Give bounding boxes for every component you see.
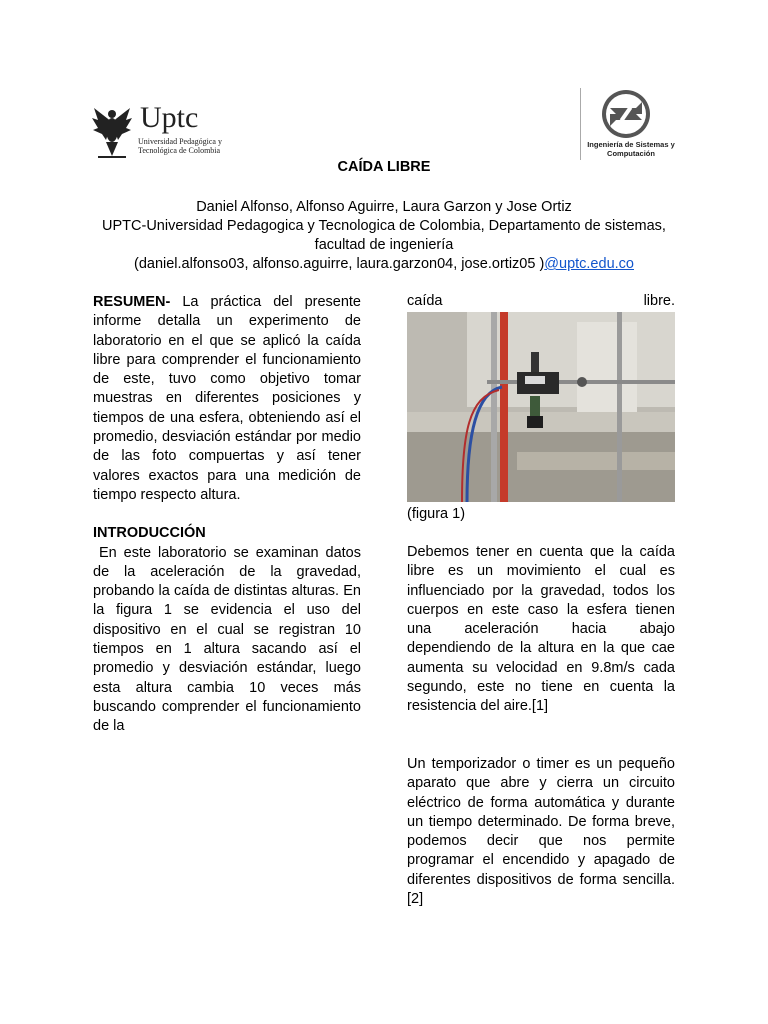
- gravity-paragraph: Debemos tener en cuenta que la caída libre es un movimiento el cual es influenciado por la gravedad, todos los cuerpos en este caso la esfera tienen una aceleración hacia abajo dependiendo de la altura en la que cae aumenta su velocidad en 9.8m/s cada segundo, este no tiene en cuenta la resistencia del aire.[1]: [407, 544, 675, 715]
- resumen-text: La práctica del presente informe detalla un experimento de laboratorio en el que se aplicó la caída libre para comprender el funcionamiento de este, tuvo como objetivo tomar muestras en diferentes posiciones y tiempos de una esfera, obteniendo así el promedio, desviación estándar por medio de las foto compuertas y así tener valores exactos para una medición de tiempo respecto altura.: [93, 294, 361, 503]
- uptc-subtitle: Universidad Pedagógica y Tecnológica de Colombia: [138, 137, 222, 155]
- dept-name: Ingeniería de Sistemas y Computación: [587, 140, 675, 158]
- header-divider: [580, 88, 581, 160]
- resumen-label: RESUMEN-: [93, 294, 171, 310]
- author-names: Daniel Alfonso, Alfonso Aguirre, Laura Garzon y Jose Ortiz: [196, 199, 572, 215]
- introduccion-text: En este laboratorio se examinan datos de la aceleración de la gravedad, probando la caída de distintas alturas. En la figura 1 se evidencia el uso del dispositivo en el cual se registran 10 tiempos en 1 altura sacando así el promedio y desviación estándar, luego esta altura cambia 10 veces más buscando comprender el funcionamiento de la: [93, 544, 361, 735]
- author-affiliation: UPTC-Universidad Pedagogica y Tecnologica de Colombia, Departamento de sistemas, facultad de ingeniería: [102, 218, 666, 253]
- uptc-wordmark: Uptc: [140, 101, 199, 134]
- introduccion-heading: INTRODUCCIÓN: [93, 525, 206, 542]
- systems-dept-logo: [600, 88, 652, 140]
- right-top-word1: caída: [407, 293, 443, 309]
- author-emails: [80, 255, 688, 274]
- authors-block: [80, 198, 688, 274]
- paper-title: CAÍDA LIBRE: [337, 159, 431, 175]
- figure-1-caption: (figura 1): [407, 506, 466, 522]
- figure-1-photo: [407, 312, 675, 502]
- timer-paragraph: Un temporizador o timer es un pequeño aparato que abre y cierra un circuito eléctrico de forma automática y durante un tiempo determinado. De forma breve, podemos decir que nos permite programar el encendido y apagado de diferentes dispositivos de forma sencilla.[2]: [407, 756, 675, 908]
- left-column: [93, 293, 361, 737]
- right-top-word2: libre.: [643, 293, 675, 309]
- email-list: (daniel.alfonso03, alfonso.aguirre, laura.garzon04, jose.ortiz05 ): [134, 256, 545, 272]
- resumen-paragraph: [93, 293, 361, 505]
- email-domain-link[interactable]: @uptc.edu.co: [544, 256, 634, 272]
- right-top-line: [407, 293, 675, 309]
